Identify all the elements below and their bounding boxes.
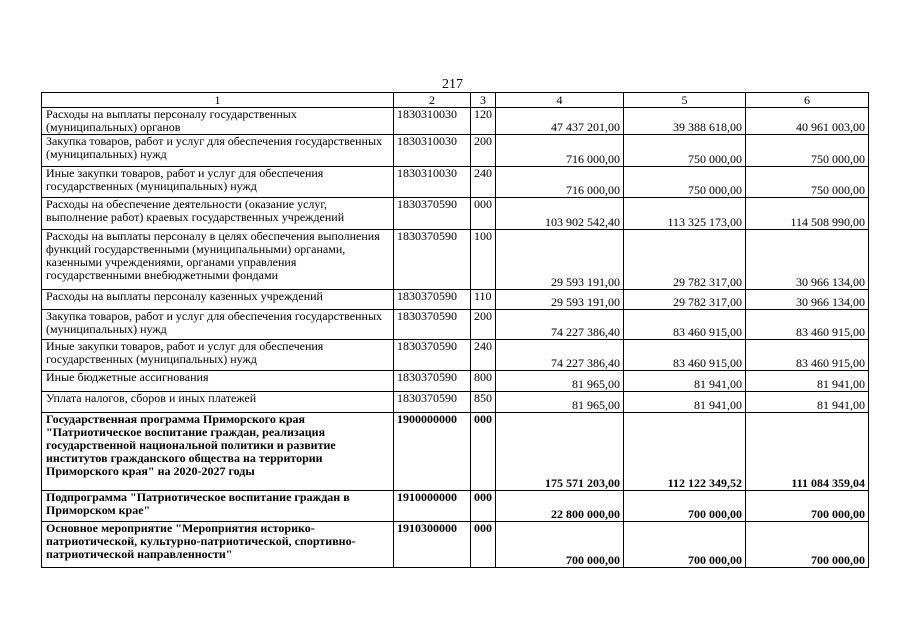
table-row: [42, 392, 869, 413]
row-value-col4: 22 800 000,00: [496, 491, 624, 522]
row-expense-type: 240: [471, 340, 496, 371]
row-value-col4: 103 902 542,40: [496, 198, 624, 230]
row-value-col4: 716 000,00: [496, 135, 624, 167]
row-value-col6: 700 000,00: [746, 491, 869, 522]
row-value-col4: 81 965,00: [496, 371, 624, 392]
row-value-col6: 750 000,00: [746, 135, 869, 167]
row-value-col6: 700 000,00: [746, 522, 869, 568]
column-header: 5: [624, 93, 746, 108]
table-row: [42, 413, 869, 491]
row-value-col4: 29 593 191,00: [496, 230, 624, 290]
table-row: [42, 108, 869, 135]
row-name: Иные закупки товаров, работ и услуг для обеспечения государственных (муниципальных) нужд: [42, 167, 394, 198]
column-header: 6: [746, 93, 869, 108]
table-row: [42, 340, 869, 371]
table-row: [42, 371, 869, 392]
row-expense-type: 000: [471, 491, 496, 522]
row-value-col6: 83 460 915,00: [746, 310, 869, 340]
row-value-col4: 716 000,00: [496, 167, 624, 198]
row-expense-type: 120: [471, 108, 496, 135]
row-value-col5: 83 460 915,00: [624, 310, 746, 340]
row-code: 1830310030: [394, 167, 471, 198]
budget-table: [41, 92, 869, 568]
row-name: Государственная программа Приморского края "Патриотическое воспитание граждан, реализация государственной национальной политики и развитие институтов гражданского общества на территории Приморского края" на 2020-2027 годы: [42, 413, 394, 491]
table-row: [42, 290, 869, 310]
row-expense-type: 000: [471, 198, 496, 230]
row-code: 1910000000: [394, 491, 471, 522]
row-value-col4: 74 227 386,40: [496, 310, 624, 340]
row-value-col6: 111 084 359,04: [746, 413, 869, 491]
row-value-col5: 750 000,00: [624, 135, 746, 167]
row-expense-type: 800: [471, 371, 496, 392]
row-name: Основное мероприятие "Мероприятия историко-патриотической, культурно-патриотической, спортивно-патриотической направленности": [42, 522, 394, 568]
table-row: [42, 310, 869, 340]
row-expense-type: 000: [471, 522, 496, 568]
page-number: 217: [442, 77, 463, 92]
row-value-col5: 112 122 349,52: [624, 413, 746, 491]
row-code: 1830370590: [394, 230, 471, 290]
column-header: 1: [42, 93, 394, 108]
row-expense-type: 240: [471, 167, 496, 198]
row-code: 1910300000: [394, 522, 471, 568]
header-row: [42, 93, 869, 108]
row-name: Закупка товаров, работ и услуг для обеспечения государственных (муниципальных) нужд: [42, 135, 394, 167]
row-code: 1830370590: [394, 340, 471, 371]
row-value-col5: 700 000,00: [624, 491, 746, 522]
row-expense-type: 100: [471, 230, 496, 290]
row-name: Подпрограмма "Патриотическое воспитание граждан в Приморском крае": [42, 491, 394, 522]
row-value-col5: 81 941,00: [624, 392, 746, 413]
column-header: 4: [496, 93, 624, 108]
row-expense-type: 200: [471, 310, 496, 340]
row-name: Расходы на выплаты персоналу в целях обеспечения выполнения функций государственными (муниципальными) органами, казенными учреждениями, органами управления государственными внебюджетными фондами: [42, 230, 394, 290]
row-value-col6: 40 961 003,00: [746, 108, 869, 135]
row-expense-type: 850: [471, 392, 496, 413]
row-value-col4: 74 227 386,40: [496, 340, 624, 371]
row-value-col6: 81 941,00: [746, 371, 869, 392]
table-row: [42, 198, 869, 230]
row-value-col5: 83 460 915,00: [624, 340, 746, 371]
row-value-col4: 175 571 203,00: [496, 413, 624, 491]
row-name: Расходы на выплаты персоналу государственных (муниципальных) органов: [42, 108, 394, 135]
row-code: 1830310030: [394, 135, 471, 167]
column-header: 2: [394, 93, 471, 108]
row-name: Расходы на выплаты персоналу казенных учреждений: [42, 290, 394, 310]
row-value-col6: 750 000,00: [746, 167, 869, 198]
column-header: 3: [471, 93, 496, 108]
row-value-col5: 29 782 317,00: [624, 230, 746, 290]
row-code: 1830370590: [394, 290, 471, 310]
row-value-col6: 81 941,00: [746, 392, 869, 413]
row-value-col5: 750 000,00: [624, 167, 746, 198]
row-value-col4: 47 437 201,00: [496, 108, 624, 135]
row-expense-type: 110: [471, 290, 496, 310]
row-expense-type: 200: [471, 135, 496, 167]
row-code: 1900000000: [394, 413, 471, 491]
row-value-col5: 700 000,00: [624, 522, 746, 568]
table-row: [42, 135, 869, 167]
row-name: Уплата налогов, сборов и иных платежей: [42, 392, 394, 413]
row-code: 1830370590: [394, 371, 471, 392]
row-value-col6: 114 508 990,00: [746, 198, 869, 230]
row-value-col4: 700 000,00: [496, 522, 624, 568]
row-value-col5: 113 325 173,00: [624, 198, 746, 230]
row-value-col6: 30 966 134,00: [746, 290, 869, 310]
row-value-col4: 81 965,00: [496, 392, 624, 413]
row-name: Закупка товаров, работ и услуг для обеспечения государственных (муниципальных) нужд: [42, 310, 394, 340]
row-code: 1830370590: [394, 310, 471, 340]
row-code: 1830310030: [394, 108, 471, 135]
row-value-col6: 83 460 915,00: [746, 340, 869, 371]
row-value-col6: 30 966 134,00: [746, 230, 869, 290]
row-name: Расходы на обеспечение деятельности (оказание услуг, выполнение работ) краевых государственных учреждений: [42, 198, 394, 230]
row-value-col5: 29 782 317,00: [624, 290, 746, 310]
table-row: [42, 522, 869, 568]
table-row: [42, 491, 869, 522]
row-code: 1830370590: [394, 392, 471, 413]
row-value-col5: 39 388 618,00: [624, 108, 746, 135]
row-value-col5: 81 941,00: [624, 371, 746, 392]
row-expense-type: 000: [471, 413, 496, 491]
row-name: Иные закупки товаров, работ и услуг для обеспечения государственных (муниципальных) нужд: [42, 340, 394, 371]
table-row: [42, 230, 869, 290]
row-code: 1830370590: [394, 198, 471, 230]
row-name: Иные бюджетные ассигнования: [42, 371, 394, 392]
table-row: [42, 167, 869, 198]
row-value-col4: 29 593 191,00: [496, 290, 624, 310]
